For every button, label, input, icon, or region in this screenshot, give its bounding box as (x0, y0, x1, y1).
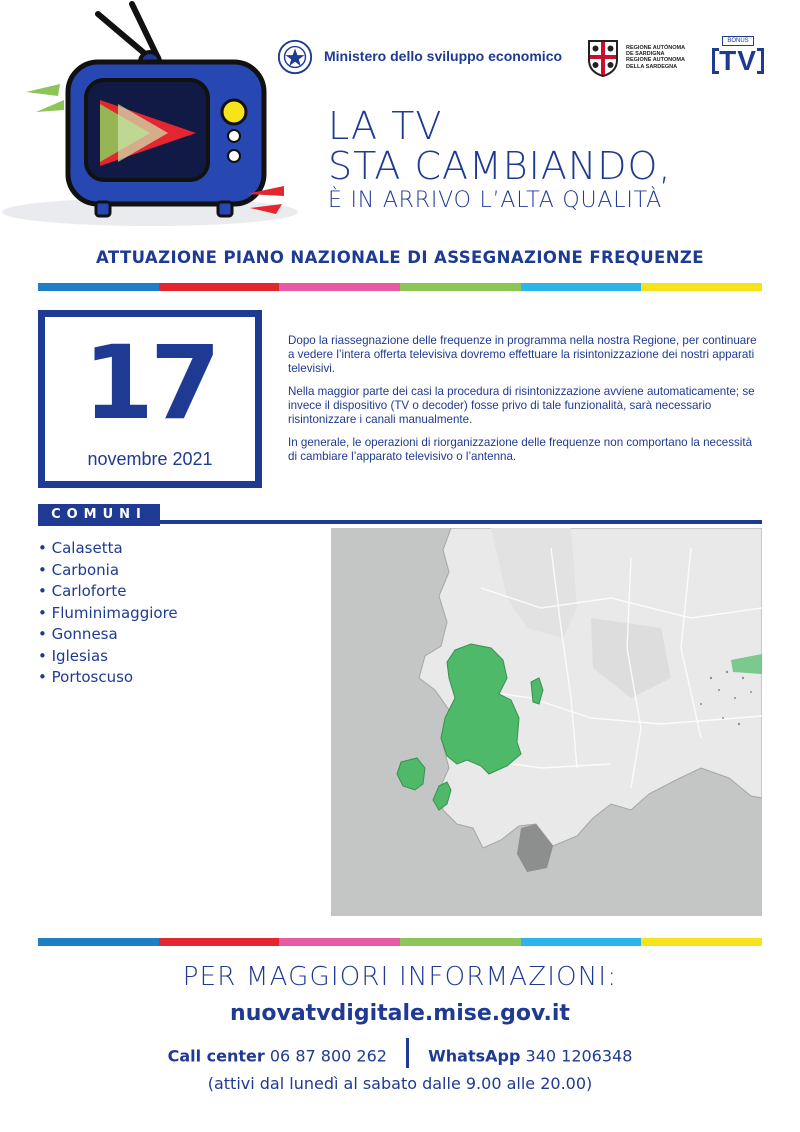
coverage-map (331, 528, 762, 916)
italian-republic-emblem-icon (276, 38, 314, 76)
list-item: • Carbonia (38, 560, 178, 582)
stripe-segment (279, 283, 400, 291)
color-stripe-top (38, 283, 762, 291)
info-title: PER MAGGIORI INFORMAZIONI: (182, 962, 618, 992)
header-logos (276, 36, 764, 76)
headline (328, 106, 672, 216)
list-item: • Portoscuso (38, 667, 178, 689)
ministry-name: Ministero dello sviluppo economico (324, 48, 563, 64)
list-item: • Gonnesa (38, 624, 178, 646)
stripe-segment (400, 283, 521, 291)
headline-line-3: È IN ARRIVO L’ALTA QUALITÀ (328, 188, 663, 213)
service-hours: (attivi dal lunedì al sabato dalle 9.00 alle 20.00) (207, 1074, 593, 1093)
date-day: 17 (83, 324, 217, 443)
paragraph-1: Dopo la riassegnazione delle frequenze in programma nella nostra Regione, per continuare a vedere l’intera offerta televisiva dovremo effettuare la risintonizzazione dei nostri apparati televisivi. (288, 334, 757, 375)
stripe-segment (641, 283, 762, 291)
list-item: • Fluminimaggiore (38, 603, 178, 625)
whatsapp-number[interactable]: 340 1206348 (525, 1046, 633, 1066)
stripe-segment (279, 938, 400, 946)
sardinia-region-emblem-icon (586, 38, 620, 78)
stripe-segment (521, 938, 642, 946)
stripe-segment (641, 938, 762, 946)
retro-tv-illustration (0, 0, 300, 240)
bonus-tv-label: TV (719, 45, 757, 76)
bonus-label: BONUS (722, 36, 754, 46)
info-url-link[interactable]: nuovatvdigitale.mise.gov.it (230, 1001, 570, 1026)
stripe-segment (159, 938, 280, 946)
date-month-year: novembre 2021 (87, 449, 213, 469)
stripe-segment (159, 283, 280, 291)
stripe-segment (400, 938, 521, 946)
call-center-number[interactable]: 06 87 800 262 (269, 1046, 387, 1066)
comuni-list (38, 538, 178, 689)
comuni-title: COMUNI (38, 504, 160, 526)
whatsapp-label: WhatsApp (428, 1046, 521, 1066)
contacts (0, 1046, 800, 1068)
info-paragraphs (288, 334, 764, 473)
region-logo-text: REGIONE AUTÒNOMA DE SARDIGNA REGIONE AUTONOMA DELLA SARDEGNA (626, 45, 686, 70)
paragraph-2: Nella maggior parte dei casi la procedura di risintonizzazione avviene automaticamente; se invece il dispositivo (TV o decoder) fosse privo di tale funzionalità, sarà necessario risintonizzare i canali manualmente. (288, 385, 755, 426)
contacts-separator (406, 1038, 409, 1068)
sardinia-southwest-map (331, 528, 762, 916)
list-item: • Iglesias (38, 646, 178, 668)
paragraph-3: In generale, le operazioni di riorganizzazione delle frequenze non comportano la necessità di cambiare l’apparato televisivo o l’antenna. (288, 436, 753, 463)
headline-line-2: STA CAMBIANDO, (328, 144, 672, 188)
subtitle: ATTUAZIONE PIANO NAZIONALE DI ASSEGNAZIONE FREQUENZE (96, 248, 704, 267)
list-item: • Carloforte (38, 581, 178, 603)
stripe-segment (521, 283, 642, 291)
color-stripe-bottom (38, 938, 762, 946)
call-center-label: Call center (167, 1046, 265, 1066)
date-box (38, 310, 262, 488)
headline-line-1: LA TV (328, 104, 443, 148)
stripe-segment (38, 938, 159, 946)
bonus-tv-logo (712, 36, 764, 76)
list-item: • Calasetta (38, 538, 178, 560)
stripe-segment (38, 283, 159, 291)
